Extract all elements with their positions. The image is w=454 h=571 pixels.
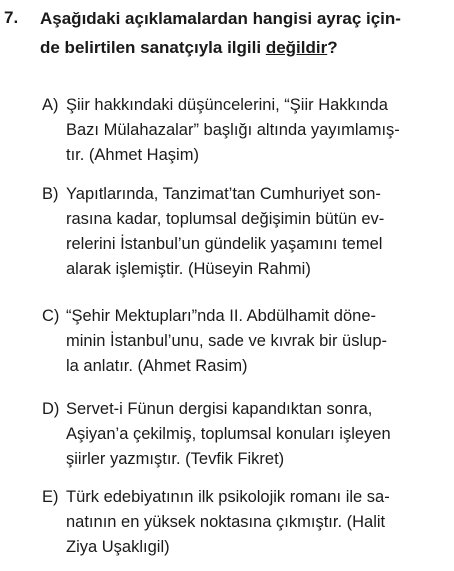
- option-c-line-1: “Şehir Mektupları”nda II. Abdülhamit döne-: [66, 307, 376, 325]
- option-b[interactable]: [42, 182, 450, 282]
- question-emphasis: değildir: [265, 38, 328, 57]
- option-d-line-1: Servet-i Fünun dergisi kapandıktan sonra,: [66, 400, 373, 418]
- question-stem-end: ?: [327, 38, 338, 57]
- option-e-line-3: Ziya Uşaklıgil): [66, 538, 170, 556]
- question-stem: [40, 4, 448, 62]
- option-e-line-2: natının en yüksek noktasına çıkmıştır. (Halit: [66, 513, 386, 531]
- option-d-line-2: Aşiyan’a çekilmiş, toplumsal konuları işleyen: [66, 425, 391, 443]
- option-a-line-3: tır. (Ahmet Haşim): [66, 146, 199, 164]
- option-b-line-2: rasına kadar, toplumsal değişimin bütün ev-: [66, 210, 385, 228]
- option-e-line-1: Türk edebiyatının ilk psikolojik romanı ile sa-: [66, 488, 390, 506]
- question-stem-line-2: [40, 33, 448, 62]
- option-c[interactable]: [42, 304, 450, 379]
- option-b-line-3: relerini İstanbul’un gündelik yaşamını temel: [66, 235, 383, 253]
- option-letter-d: D): [42, 400, 60, 418]
- option-e[interactable]: [42, 485, 450, 560]
- question-stem-line-2-text: de belirtilen sanatçıyla ilgili: [40, 38, 266, 57]
- option-a-line-2: Bazı Mülahazalar” başlığı altında yayımlamış-: [66, 121, 400, 139]
- option-b-line-1: Yapıtlarında, Tanzimat’tan Cumhuriyet son-: [66, 185, 381, 203]
- question-number: 7.: [4, 8, 19, 27]
- option-c-line-3: la anlatır. (Ahmet Rasim): [66, 357, 248, 375]
- option-text-e: [66, 485, 450, 560]
- option-b-line-4: alarak işlemiştir. (Hüseyin Rahmi): [66, 260, 311, 278]
- option-c-line-2: minin İstanbul’unu, sade ve kıvrak bir üslup-: [66, 332, 387, 350]
- question-stem-line-1: Aşağıdaki açıklamalardan hangisi ayraç için-: [40, 9, 401, 28]
- option-text-c: [66, 304, 450, 379]
- option-letter-c: C): [42, 307, 60, 325]
- option-text-b: [66, 182, 450, 282]
- option-d[interactable]: [42, 397, 450, 472]
- option-a-line-1: Şiir hakkındaki düşüncelerini, “Şiir Hakkında: [66, 96, 388, 114]
- option-letter-e: E): [42, 488, 59, 506]
- option-text-a: [66, 93, 450, 168]
- option-d-line-3: şiirler yazmıştır. (Tevfik Fikret): [66, 450, 285, 468]
- option-letter-b: B): [42, 185, 59, 203]
- option-a[interactable]: [42, 93, 450, 168]
- option-text-d: [66, 397, 450, 472]
- option-letter-a: A): [42, 96, 59, 114]
